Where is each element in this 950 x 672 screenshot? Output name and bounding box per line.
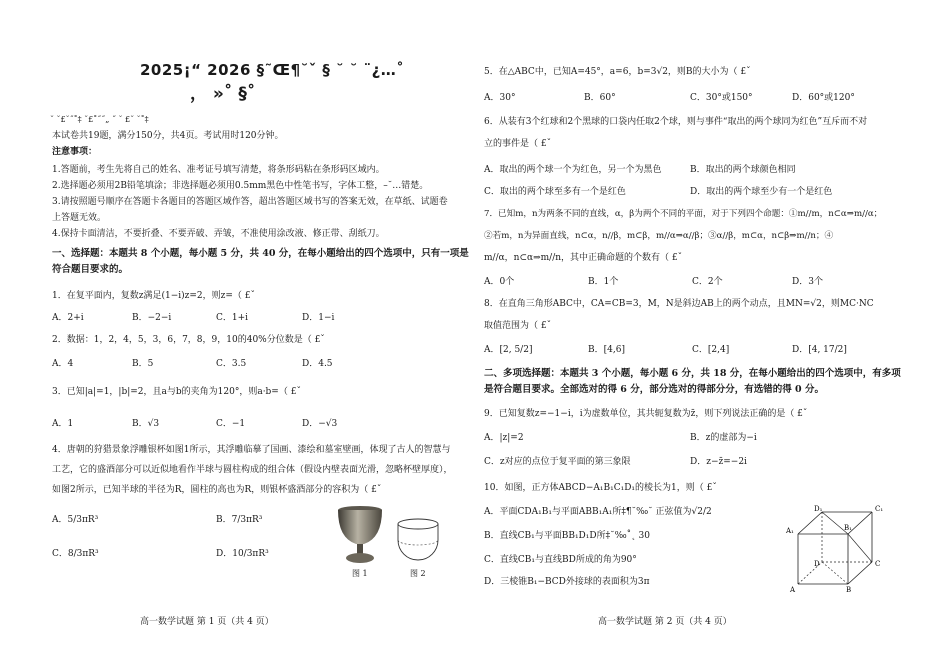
q2-option-a: A．4: [52, 359, 74, 369]
q6-option-d: D．取出的两个球至少有一个是红色: [690, 187, 833, 197]
q2-option-d: D．4.5: [302, 359, 333, 369]
q9-option-a: A．|z|=2: [484, 433, 524, 443]
q4-option-a: A．5/3πR³: [52, 515, 99, 525]
q4-option-c: C．8/3πR³: [52, 549, 99, 559]
q6-option-c: C．取出的两个球至多有一个是红色: [484, 187, 626, 197]
q4-option-d: D．10/3πR³: [216, 549, 269, 559]
question-4-line-3: 如图2所示，已知半球的半径为R，圆柱的高也为R，则银杯盛酒部分的容积为（ £ˇ: [52, 485, 382, 495]
note-1: 1.答题前，考生先将自己的姓名、准考证号填写清楚，将条形码粘在条形码区域内。: [52, 165, 385, 175]
exam-intro: 本试卷共19题，满分150分，共4页。考试用时120分钟。: [52, 131, 284, 141]
cube-label-a: A: [790, 586, 796, 594]
q5-option-a: A．30°: [484, 93, 516, 103]
figure-1-caption: 图 1: [352, 569, 368, 578]
q7-option-b: B．1个: [588, 277, 619, 287]
question-5: 5．在△ABC中，已知A=45°，a=6，b=3√2，则B的大小为（ £ˇ: [484, 67, 751, 77]
question-7-line-1: 7．已知m，n为两条不同的直线，α，β为两个不同的平面，对于下列四个命题：①m//m，n⊂α⇒m//α；: [484, 209, 883, 219]
q9-option-b: B．z的虚部为−i: [690, 433, 757, 443]
question-3: 3．已知|a|=1，|b|=2，且a与b的夹角为120°，则a·b=（ £ˇ: [52, 387, 301, 397]
exam-title: 2025¡“ 2026 §˜Œ¶˘ˇ § ˘ ˘ ¨¿…˚: [140, 61, 405, 79]
cube-label-d1: D₁: [814, 505, 823, 513]
note-2: 2.选择题必须用2B铅笔填涂；非选择题必须用0.5mm黑色中性笔书写，字体工整，–˘…错楚。: [52, 181, 429, 191]
goblet-figure: [334, 504, 386, 566]
cube-label-b: B: [846, 586, 852, 594]
q7-option-c: C．2个: [692, 277, 723, 287]
question-10: 10．如图，正方体ABCD−A₁B₁C₁D₁的棱长为1，则（ £ˇ: [484, 483, 717, 493]
cube-label-c: C: [875, 560, 881, 568]
q5-option-b: B．60°: [584, 93, 616, 103]
question-2: 2．数据：1，2，4，5，3，6，7，8，9，10的40%分位数是（ £ˇ: [52, 335, 325, 345]
q1-option-b: B．−2−i: [132, 313, 172, 323]
q9-option-d: D．z−z̄=−2i: [690, 457, 747, 467]
exam-subtitle: ， »˚ §˚: [190, 84, 256, 104]
header-garbled-line: ˘ ˘£˘˝˚‡ ˘£˚˝˝„ ˝ ˘ £˘ ˘˚‡: [50, 115, 149, 124]
section-2-heading: 二、多项选择题：本题共 3 个小题，每小题 6 分，共 18 分，在每小题给出的四个选项中，有多项: [484, 368, 901, 379]
q8-option-b: B．[4,6]: [588, 345, 625, 355]
cube-label-c1: C₁: [875, 505, 884, 513]
page-1-footer: 高一数学试题 第 1 页（共 4 页）: [140, 617, 274, 627]
q1-option-c: C．1+i: [216, 313, 249, 323]
q8-option-d: D．[4, 17/2]: [792, 345, 847, 355]
section-2-heading-cont: 是符合题目要求。全部选对的得 6 分，部分选对的得部分分，有选错的得 0 分。: [484, 384, 824, 395]
cube-label-d: D: [814, 560, 820, 568]
q2-option-b: B．5: [132, 359, 154, 369]
q4-option-b: B．7/3πR³: [216, 515, 263, 525]
q5-option-c: C．30°或150°: [690, 93, 753, 103]
page-1: [48, 0, 478, 672]
note-3b: 上答题无效。: [52, 213, 107, 223]
q10-option-d: D．三棱锥B₁−BCD外接球的表面积为3π: [484, 577, 650, 587]
cube-figure: [784, 502, 888, 594]
cube-label-b1: B₁: [844, 524, 852, 532]
q3-option-a: A．1: [52, 419, 74, 429]
cube-label-a1: A₁: [786, 527, 794, 535]
q1-option-a: A．2+i: [52, 313, 84, 323]
section-1-heading-cont: 符合题目要求的。: [52, 264, 129, 275]
question-4-line-1: 4．唐朝的狩猎景象浮雕银杯如图1所示，其浮雕临摹了国画、漆绘和墓室壁画，体现了古人的智慧与: [52, 445, 451, 455]
note-4: 4.保持卡面清洁，不要折叠、不要弄破、弄皱，不准使用涂改液、修正带、刮纸刀。: [52, 229, 385, 239]
q7-option-a: A．0个: [484, 277, 515, 287]
question-7-line-2: ②若m，n为异面直线，n⊂α，n//β，m⊂β，m//α⇒α//β；③α//β，m⊂α，n⊂β⇒m//n；④: [484, 231, 834, 241]
page-2-footer: 高一数学试题 第 2 页（共 4 页）: [598, 617, 732, 627]
q8-option-a: A．[2, 5/2]: [484, 345, 533, 355]
q10-option-c: C．直线CB₁与直线BD所成的角为90°: [484, 555, 637, 565]
note-3a: 3.请按照题号顺序在答题卡各题目的答题区域作答，超出答题区域书写的答案无效，在草纸、试题卷: [52, 197, 448, 207]
question-9: 9．已知复数z=−1−i，i为虚数单位，其共轭复数为z̄，则下列说法正确的是（ £ˇ: [484, 409, 808, 419]
q9-option-c: C．z对应的点位于复平面的第三象限: [484, 457, 631, 467]
q3-option-b: B．√3: [132, 419, 160, 429]
page-2: [480, 0, 910, 672]
figure-2-caption: 图 2: [410, 569, 426, 578]
question-1: 1．在复平面内，复数z满足(1−i)z=2，则z=（ £ˇ: [52, 291, 256, 301]
q10-option-a: A．平面CDA₁B₁与平面ABB₁A₁所‡¶˘‰˘ 正弦值为√2/2: [484, 507, 712, 517]
q3-option-c: C．−1: [216, 419, 246, 429]
q1-option-d: D．1−i: [302, 313, 335, 323]
question-8-line-1: 8．在直角三角形ABC中，CA=CB=3，M，N是斜边AB上的两个动点，且MN=√2，则MC·NC: [484, 299, 874, 309]
question-4-line-2: 工艺，它的盛酒部分可以近似地看作半球与圆柱构成的组合体（假设内壁表面光滑，忽略杯壁厚度），: [52, 465, 453, 475]
q10-option-b: B．直线CB₁与平面BB₁D₁D所‡˘‰˚˛ 30: [484, 531, 650, 541]
notes-heading: 注意事项：: [52, 147, 98, 157]
question-7-line-3: m//α，n⊂α⇒m//n，其中正确命题的个数有（ £ˇ: [484, 253, 683, 263]
hemisphere-cylinder-figure: [394, 516, 444, 564]
section-1-heading: 一、选择题：本题共 8 个小题，每小题 5 分，共 40 分，在每小题给出的四个选项中，只有一项是: [52, 248, 469, 259]
q3-option-d: D．−√3: [302, 419, 338, 429]
q7-option-d: D．3个: [792, 277, 823, 287]
question-6-line-2: 立的事件是（ £ˇ: [484, 139, 552, 149]
q5-option-d: D．60°或120°: [792, 93, 855, 103]
q2-option-c: C．3.5: [216, 359, 247, 369]
q8-option-c: C．[2,4]: [692, 345, 730, 355]
question-6-line-1: 6．从装有3个红球和2个黑球的口袋内任取2个球，则与事件“取出的两个球同为红色”互斥而不对: [484, 117, 868, 127]
q6-option-a: A．取出的两个球一个为红色，另一个为黑色: [484, 165, 662, 175]
question-8-line-2: 取值范围为（ £ˇ: [484, 321, 552, 331]
q6-option-b: B．取出的两个球颜色相同: [690, 165, 796, 175]
